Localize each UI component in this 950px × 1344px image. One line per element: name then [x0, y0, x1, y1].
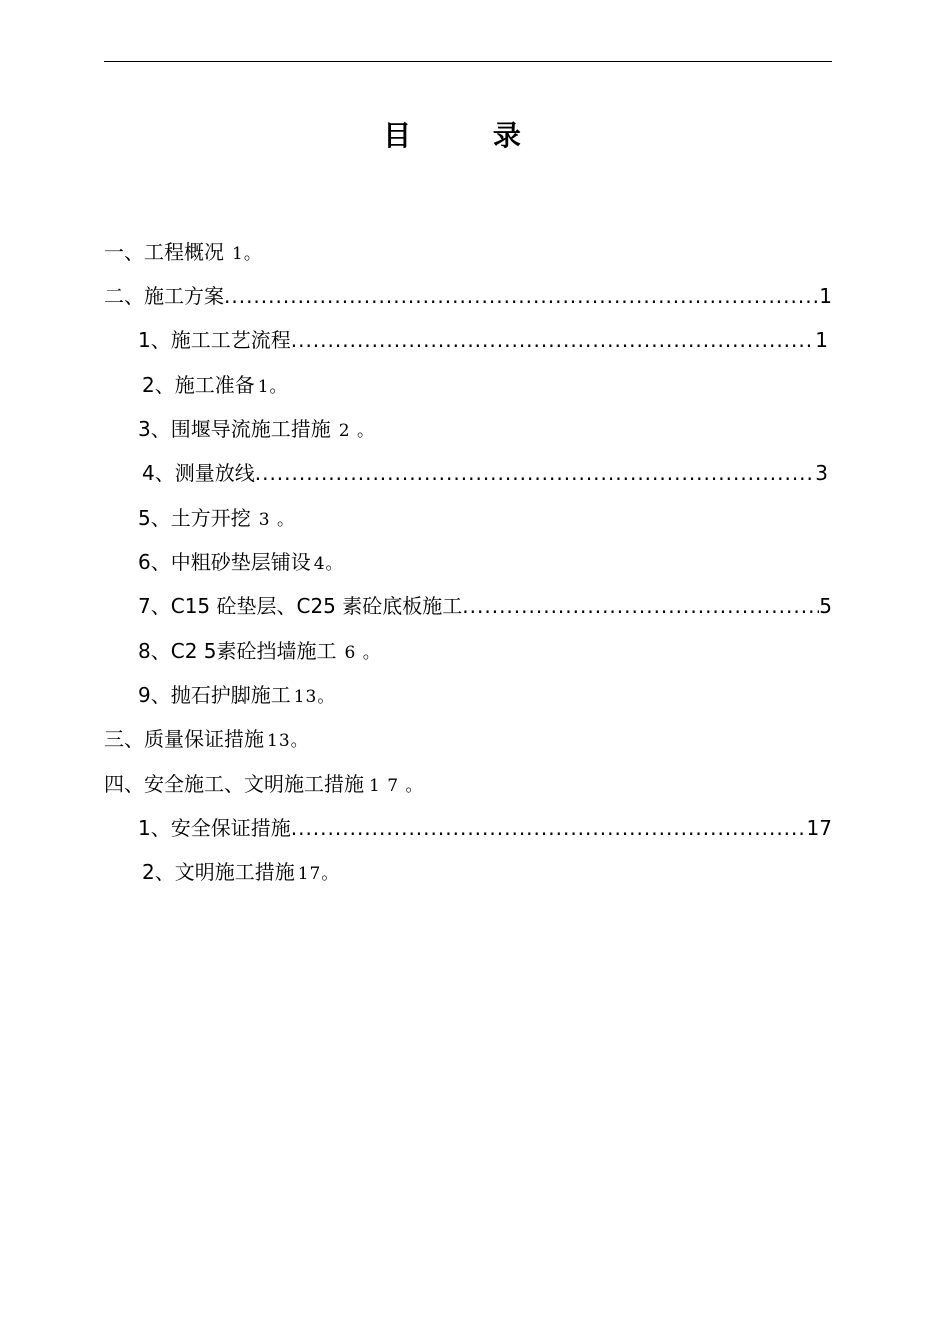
toc-entry-3[interactable] — [138, 325, 828, 355]
page-title: 目 录 — [383, 119, 557, 152]
toc-leader-dots — [255, 458, 816, 488]
toc-entry-7[interactable] — [138, 503, 295, 533]
toc-entry-page: 17。 — [297, 864, 340, 884]
toc-entry-label: 7、C15 砼垫层、C25 素砼底板施工 — [138, 594, 463, 618]
toc-entry-9[interactable] — [138, 591, 832, 621]
toc-entry-page: 13。 — [267, 731, 309, 751]
toc-entry-page: 1。 — [232, 244, 262, 264]
toc-entry-label: 8、C2 5素砼挡墙施工 — [138, 639, 337, 663]
toc-entry-page: 3 。 — [258, 510, 295, 530]
toc-entry-page: 1 7 。 — [369, 776, 424, 796]
toc-entry-2[interactable] — [104, 281, 832, 311]
toc-leader-dots — [224, 281, 819, 311]
toc-entry-label: 4、测量放线 — [142, 461, 255, 485]
toc-entry-label: 1、施工工艺流程 — [138, 328, 291, 352]
toc-entry-14[interactable] — [138, 813, 832, 843]
toc-entry-page: 13。 — [293, 687, 336, 707]
toc-entry-label: 四、安全施工、文明施工措施 — [104, 772, 364, 796]
toc-entry-page: 17 — [806, 816, 832, 840]
toc-entry-label: 5、土方开挖 — [138, 506, 251, 530]
toc-entry-1[interactable] — [104, 237, 262, 267]
toc-entry-label: 1、安全保证措施 — [138, 816, 291, 840]
toc-entry-6[interactable] — [142, 458, 828, 488]
toc-entry-page: 5 — [819, 594, 832, 618]
toc-entry-label: 三、质量保证措施 — [104, 727, 264, 751]
toc-entry-11[interactable] — [138, 680, 335, 710]
toc-entry-12[interactable] — [104, 724, 309, 754]
toc-entry-label: 2、施工准备 — [142, 373, 255, 397]
toc-entry-5[interactable] — [138, 414, 375, 444]
toc-entry-label: 6、中粗砂垫层铺设 — [138, 550, 311, 574]
toc-entry-page: 4。 — [313, 554, 344, 574]
toc-entry-page: 6 。 — [344, 643, 381, 663]
toc-entry-label: 3、围堰导流施工措施 — [138, 417, 331, 441]
header-rule — [104, 61, 832, 62]
toc-leader-dots — [462, 591, 819, 621]
toc-entry-page: 3 — [815, 461, 828, 485]
toc-entry-page: 1 — [815, 328, 828, 352]
toc-entry-page: 1。 — [257, 377, 288, 397]
toc-leader-dots — [291, 325, 816, 355]
toc-entry-10[interactable] — [138, 636, 381, 666]
toc-entry-15[interactable] — [142, 857, 339, 887]
toc-entry-label: 一、工程概况 — [104, 240, 224, 264]
toc-entry-4[interactable] — [142, 370, 288, 400]
toc-entry-page: 2 。 — [338, 421, 375, 441]
toc-entry-13[interactable] — [104, 769, 423, 799]
toc-entry-label: 二、施工方案 — [104, 284, 224, 308]
toc-entry-label: 9、抛石护脚施工 — [138, 683, 291, 707]
toc-entry-label: 2、文明施工措施 — [142, 860, 295, 884]
toc-entry-page: 1 — [819, 284, 832, 308]
toc-leader-dots — [291, 813, 807, 843]
toc-entry-8[interactable] — [138, 547, 344, 577]
